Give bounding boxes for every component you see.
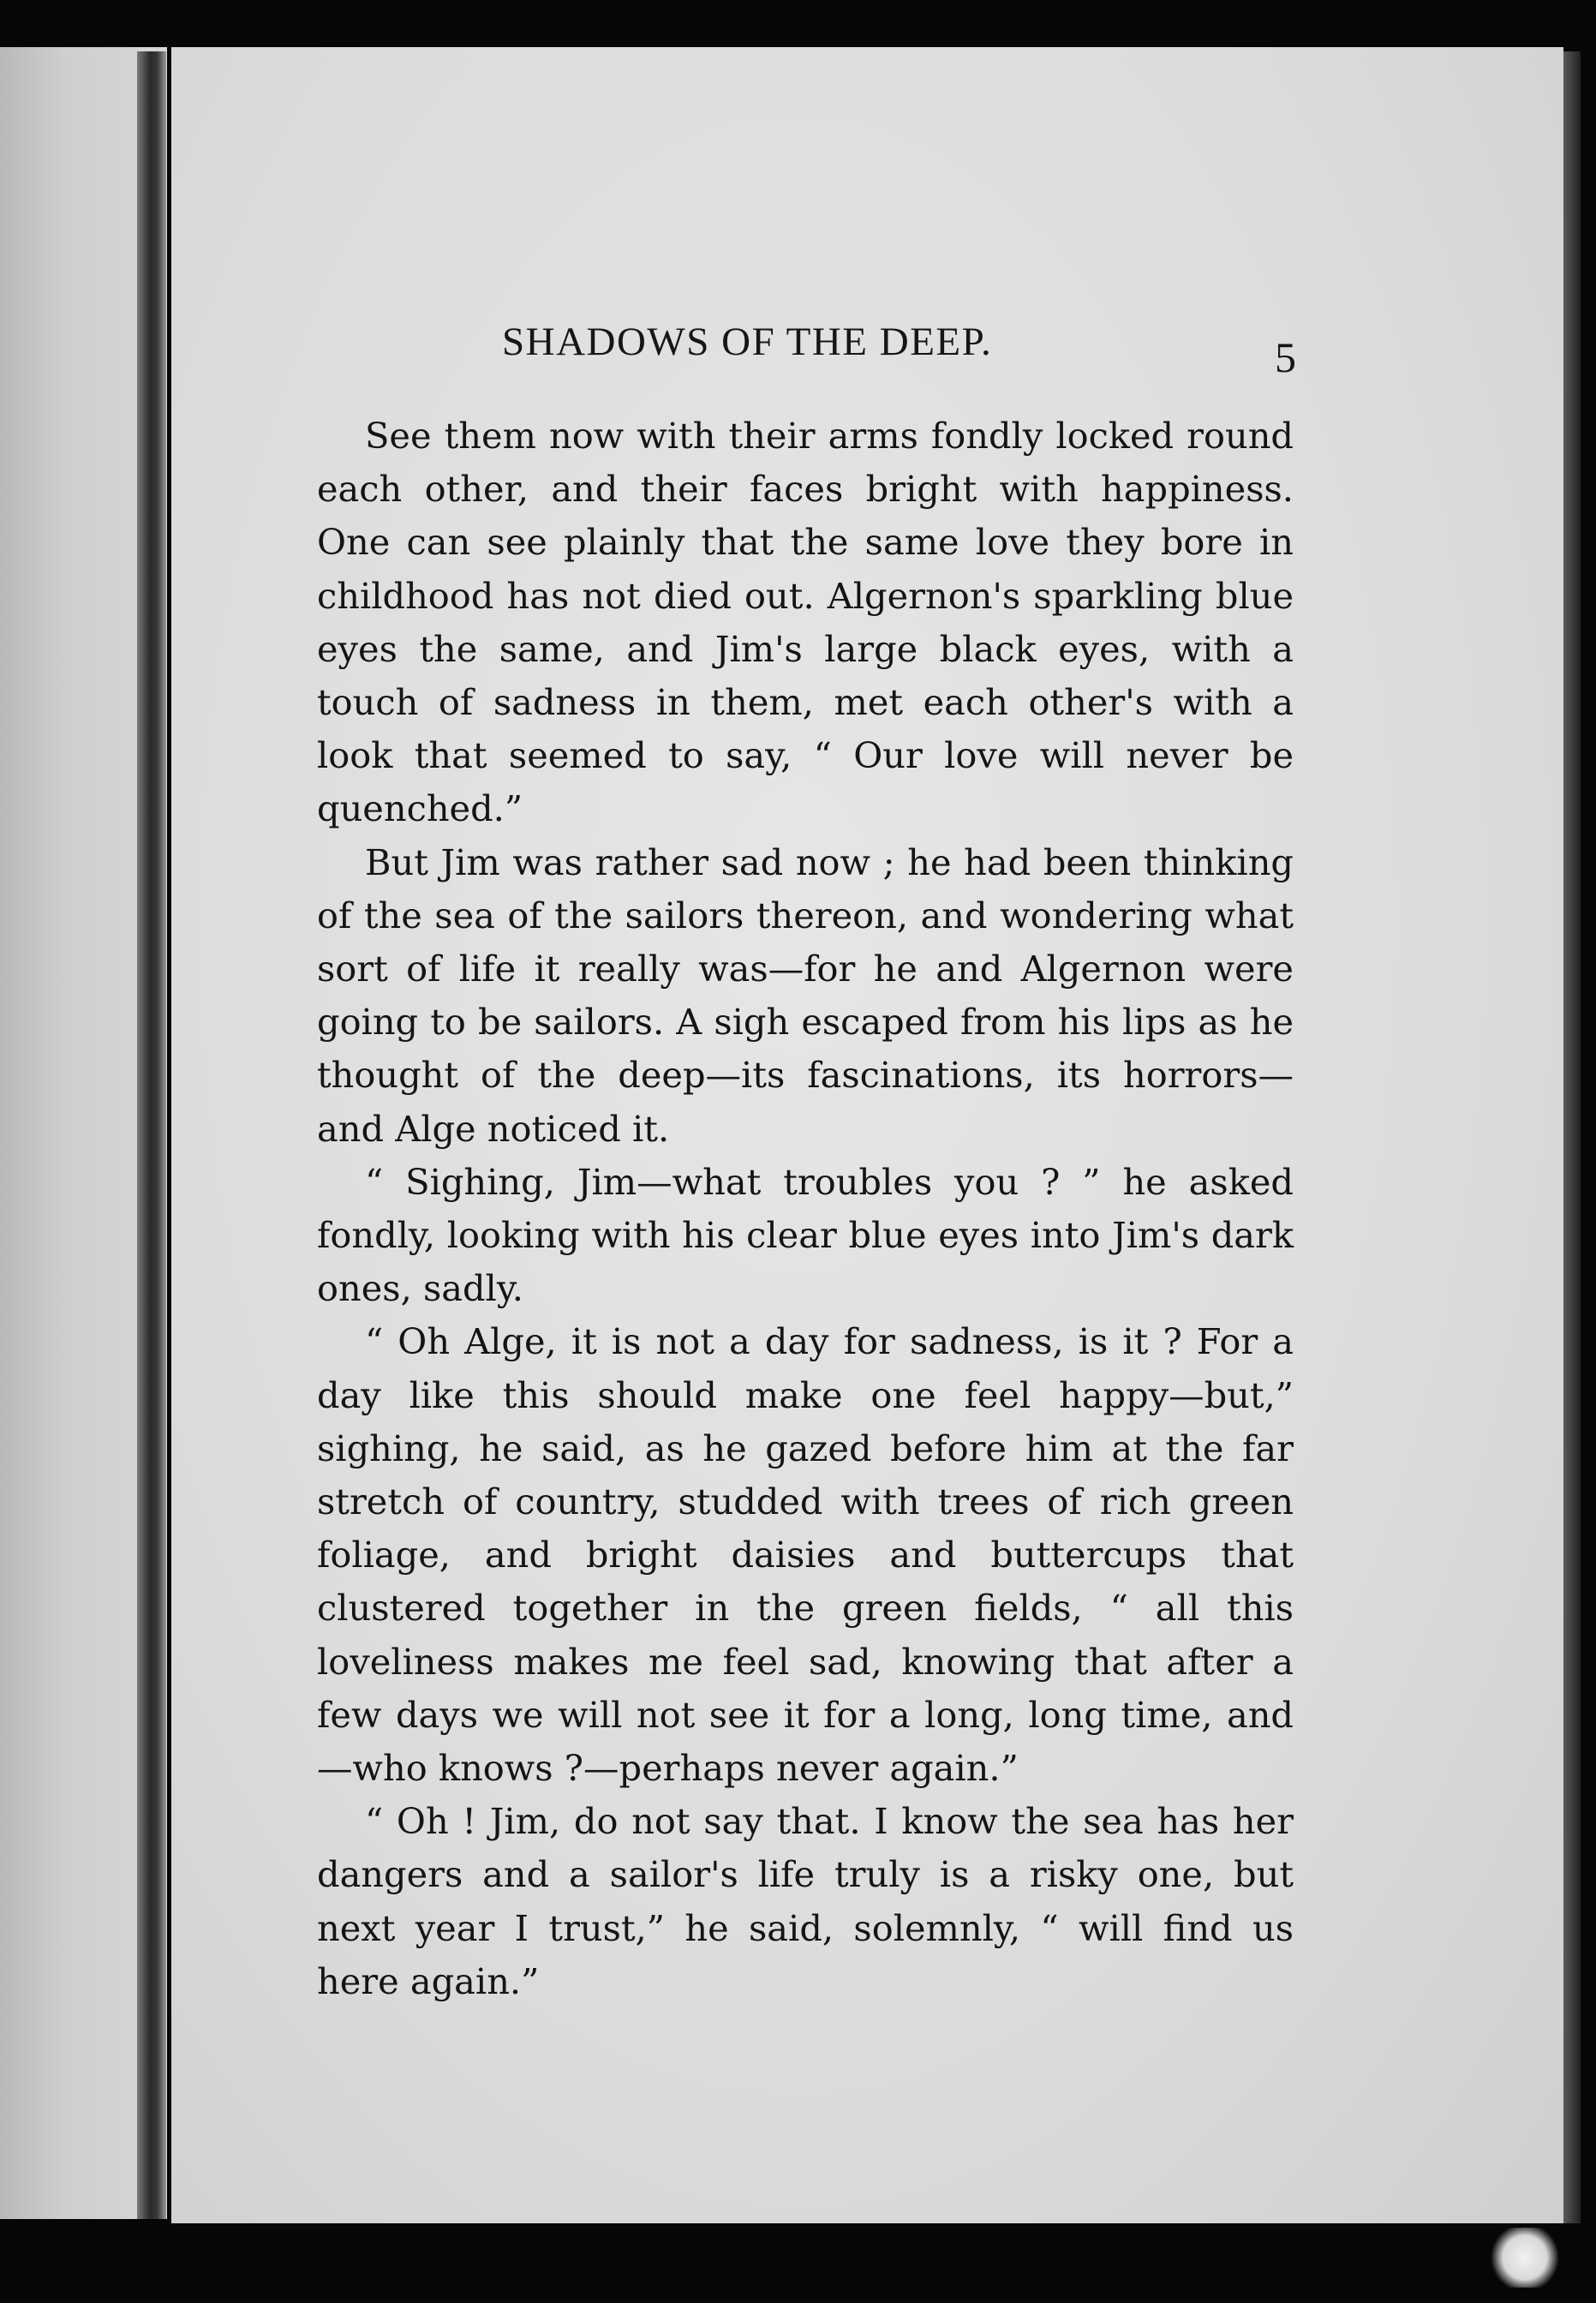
book-gutter — [137, 51, 166, 2219]
paragraph-5: “ Oh ! Jim, do not say that. I know the sea has her dangers and a sailor's life truly is a risky one, but next year I trust,” he said, solemnly, “ will find us here again.” — [317, 1800, 1294, 2002]
paragraph-2: But Jim was rather sad now ; he had been thinking of the sea of the sailors thereon, and wondering what sort of life it really was—for he and Algernon were going to be sailors. A sigh escaped from his lips as he thought of the deep—its fascinations, its horrors—and Alge noticed it. — [317, 840, 1294, 1150]
paragraph-3: “ Sighing, Jim—what troubles you ? ” he asked fondly, looking with his clear blue eyes into Jim's dark ones, sadly. — [317, 1160, 1294, 1310]
paragraph-4: “ Oh Alge, it is not a day for sadness, is it ? For a day like this should make one feel happy—but,” sighing, he said, as he gazed before him at the far stretch of country, studded with trees of rich green foliage, and bright daisies and buttercups that clustered together in the green fields, “ all this loveliness makes me feel sad, knowing that after a few days we will not see it for a long, long time, and—who knows ?—perhaps never again.” — [317, 1320, 1294, 1790]
paragraph-1: See them now with their arms fondly locked round each other, and their faces bright with happiness. One can see plainly that the same love they bore in childhood has not died out. Algernon's sparkling blue eyes the same, and Jim's large black eyes, with a touch of sadness in them, met each other's with a look that seemed to say, “ Our love will never be quenched.” — [317, 415, 1294, 830]
corner-smudge — [1486, 2228, 1563, 2288]
page-number: 5 — [1275, 333, 1296, 381]
running-head: SHADOWS OF THE DEEP. — [502, 320, 993, 364]
page-right-edge — [1563, 51, 1581, 2223]
body-text — [317, 410, 1294, 2008]
